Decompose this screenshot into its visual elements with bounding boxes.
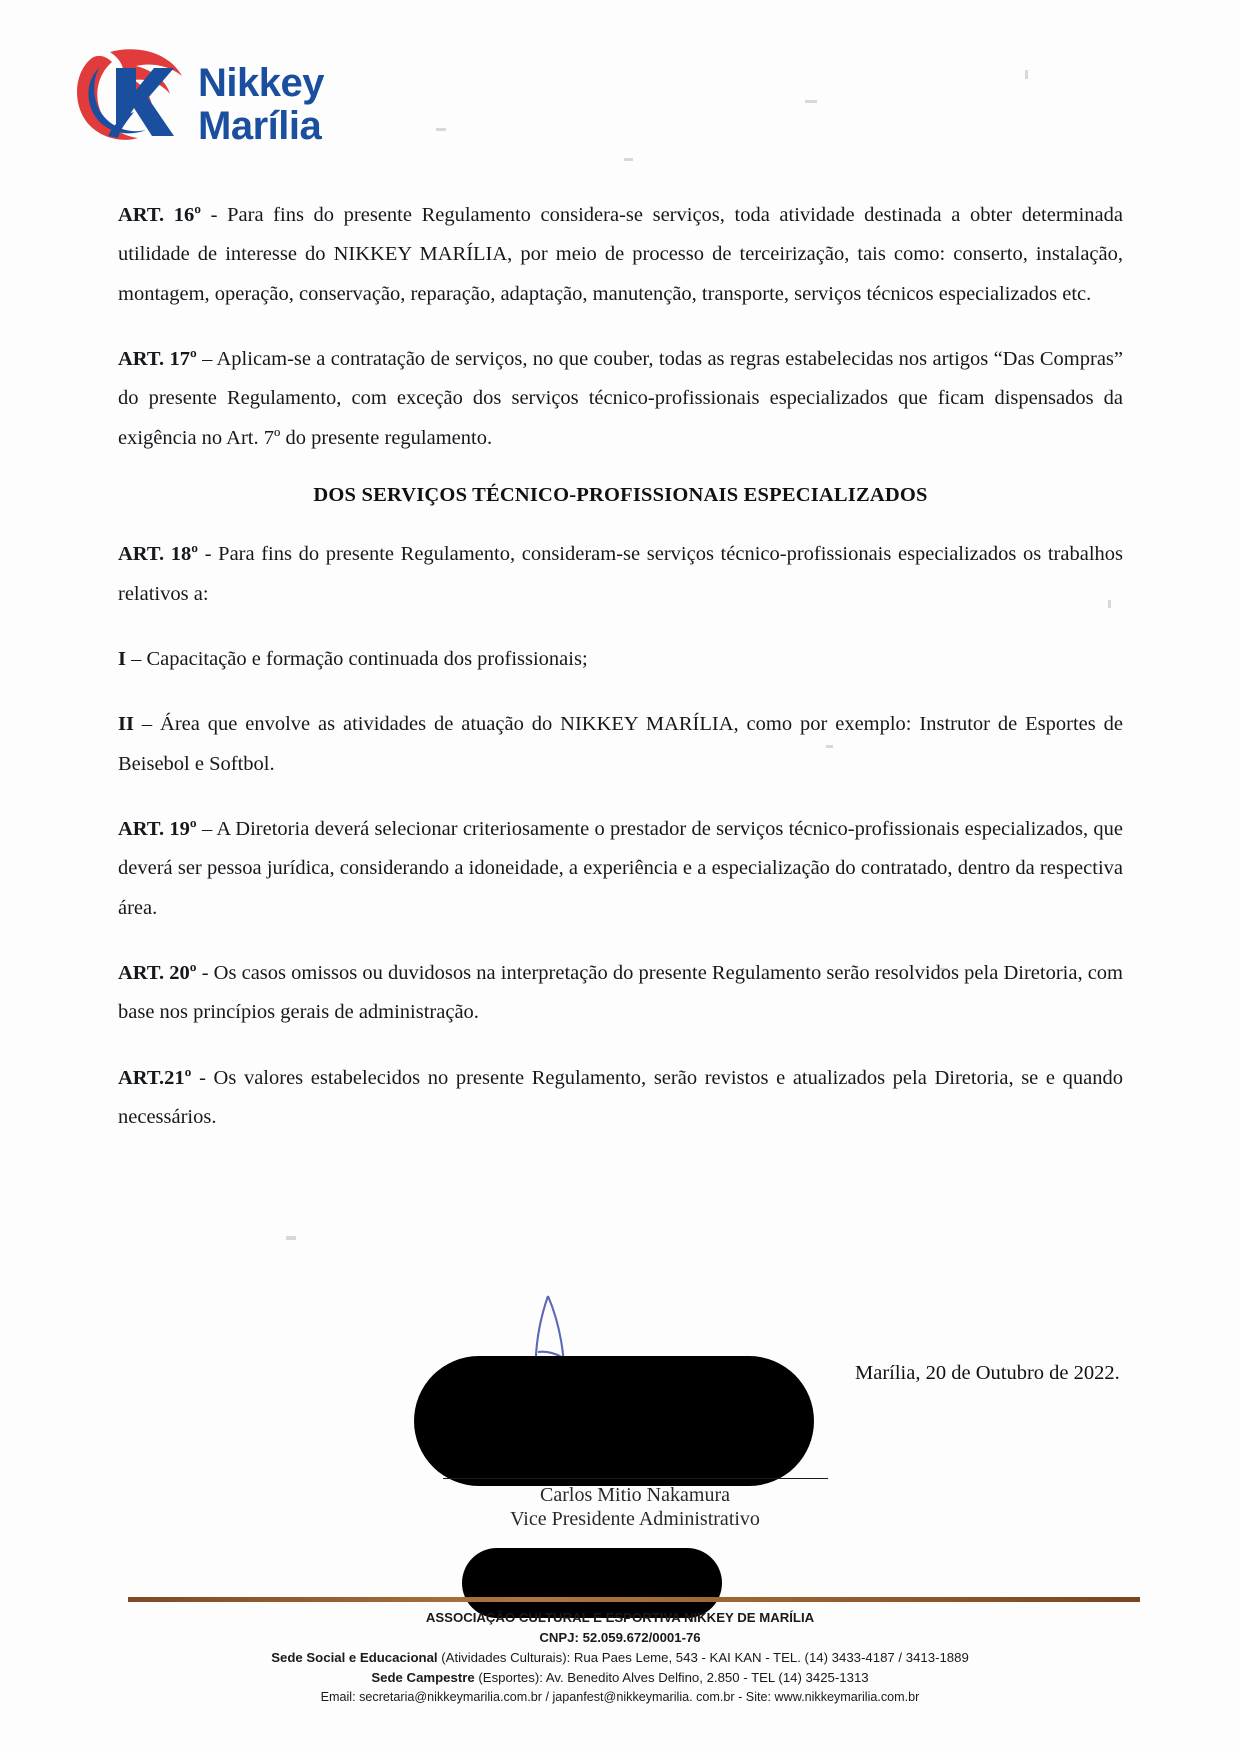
paragraph-art-17 (118, 340, 1123, 458)
signatory-name: Carlos Mitio Nakamura (540, 1484, 730, 1506)
paragraph-art-19 (118, 810, 1123, 928)
paragraph-text: - Para fins do presente Regulamento, consideram-se serviços técnico-profissionais especializados os trabalhos relativos a: (118, 543, 1123, 605)
paragraph-art-21 (118, 1059, 1123, 1138)
paragraph-art-20 (118, 954, 1123, 1033)
footer-sede-campestre-label: Sede Campestre (371, 1670, 475, 1686)
paragraph-marker: ART. 16º (118, 204, 202, 226)
paragraph-text: - Os valores estabelecidos no presente Regulamento, serão revistos e atualizados pela Diretoria, se e quando necessários. (118, 1066, 1123, 1129)
paragraph-marker: ART.21º (118, 1066, 192, 1089)
paragraph-text: – Aplicam-se a contratação de serviços, no que couber, todas as regras estabelecidas nos artigos “Das Compras” do presente Regulamento, com exceção dos serviços técnico-profissionais especializados que ficam dispensados da exigência no Art. 7º do presente regulamento. (118, 348, 1123, 449)
paragraph-text: – Capacitação e formação continuada dos profissionais; (125, 647, 588, 670)
footer-entity (0, 1608, 1240, 1628)
footer-sede-social-text: (Atividades Culturais): Rua Paes Leme, 543 - KAI KAN - TEL. (14) 3433-4187 / 3413-1889 (437, 1650, 969, 1666)
place-and-date: Marília, 20 de Outubro de 2022. (855, 1362, 1120, 1384)
footer-cnpj-text: CNPJ: 52.059.672/0001-76 (539, 1630, 701, 1646)
scan-speck (1025, 70, 1028, 79)
footer-contact: Email: secretaria@nikkeymarilia.com.br / japanfest@nikkeymarilia. com.br - Site: www.nikkeymarilia.com.br (320, 1690, 920, 1705)
scan-speck (805, 100, 817, 103)
brand-wordmark (198, 62, 324, 148)
paragraph-marker: ART. 20º (118, 962, 197, 985)
footer-sede-social (0, 1648, 1240, 1668)
section-title: DOS SERVIÇOS TÉCNICO-PROFISSIONAIS ESPECIALIZADOS (313, 484, 928, 507)
brand-line-1: Nikkey (198, 61, 324, 105)
footer-sede-social-label: Sede Social e Educacional (271, 1650, 438, 1666)
brand-line-2: Marília (198, 104, 322, 149)
signatory-role: Vice Presidente Administrativo (510, 1508, 760, 1531)
paragraph-art-16 (118, 196, 1123, 314)
signature-rule (443, 1478, 828, 1479)
paragraph-art-18 (118, 535, 1123, 614)
document-body (118, 196, 1123, 1163)
scan-speck (286, 1236, 296, 1240)
paragraph-marker: II (118, 713, 134, 736)
footer-sede-campestre (0, 1668, 1240, 1688)
redaction-bar (414, 1356, 814, 1486)
footer-entity-text: ASSOCIAÇÃO CULTURAL E ESPORTIVA NIKKEY DE MARÍLIA (425, 1610, 815, 1625)
scan-speck (436, 128, 446, 131)
paragraph-marker: I (118, 647, 126, 670)
paragraph-marker: ART. 18º (118, 543, 199, 566)
signature-block (440, 1478, 830, 1532)
document-footer (0, 1608, 1240, 1707)
paragraph-text: – Área que envolve as atividades de atuação do NIKKEY MARÍLIA, como por exemplo: Instrutor de Esportes de Beisebol e Softbol. (118, 713, 1123, 775)
footer-cnpj (0, 1628, 1240, 1648)
scan-speck (624, 158, 633, 161)
footer-sede-campestre-text: (Esportes): Av. Benedito Alves Delfino, 2.850 - TEL (14) 3425-1313 (474, 1670, 869, 1686)
nikkey-bird-logo-icon (70, 40, 190, 155)
paragraph-text: – A Diretoria deverá selecionar criteriosamente o prestador de serviços técnico-profissionais especializados, que deverá ser pessoa jurídica, considerando a idoneidade, a experiência e a especialização do contratado, dentro da respectiva área. (118, 817, 1123, 919)
paragraph-text: - Para fins do presente Regulamento considera-se serviços, toda atividade destinada a obter determinada utilidade de interesse do NIKKEY MARÍLIA, por meio de processo de terceirização, tais como: conserto, instalação, montagem, operação, conservação, reparação, adaptação, manutenção, transporte, serviços técnicos especializados etc. (118, 204, 1123, 305)
letterhead (70, 38, 490, 168)
footer-divider (128, 1597, 1140, 1602)
paragraph-item-ii (118, 705, 1123, 784)
paragraph-marker: ART. 17º (118, 348, 197, 371)
paragraph-marker: ART. 19º (118, 817, 197, 840)
paragraph-text: - Os casos omissos ou duvidosos na interpretação do presente Regulamento serão resolvidos pela Diretoria, com base nos princípios gerais de administração. (118, 962, 1123, 1024)
paragraph-item-i (118, 640, 1123, 679)
